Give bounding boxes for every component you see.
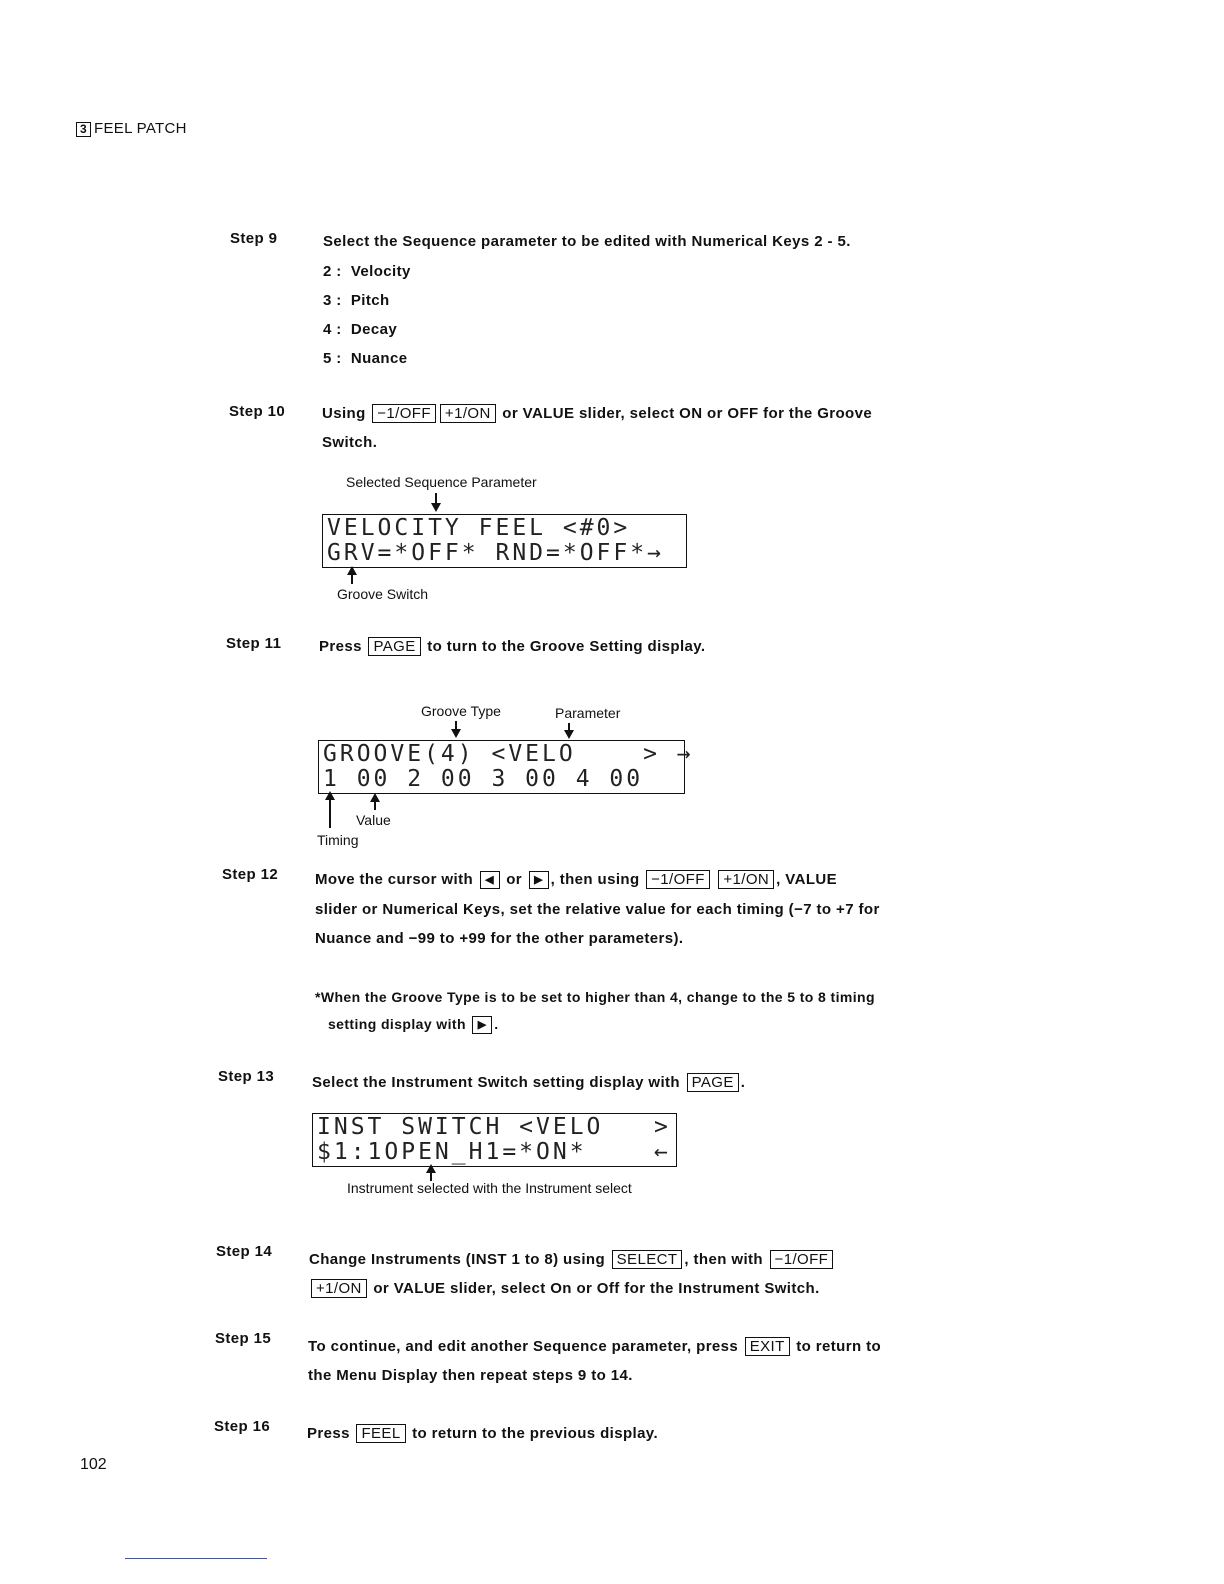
footer-rule [125, 1558, 267, 1559]
arrow-up-icon [370, 793, 380, 802]
minus1-off-key: −1/OFF [646, 870, 710, 889]
list-item: 4 : Decay [323, 321, 398, 338]
arrow-up-icon [426, 1164, 436, 1173]
step-12-line3: Nuance and −99 to +99 for the other parameters). [315, 930, 684, 947]
step-13-label: Step 13 [218, 1068, 275, 1085]
step-13-text: Select the Instrument Switch setting display with PAGE . [312, 1074, 746, 1091]
step-15-text: To continue, and edit another Sequence parameter, press EXIT to return to [308, 1338, 882, 1355]
step-9-label: Step 9 [230, 230, 278, 247]
pointer-line [374, 802, 376, 810]
step-12-text: Move the cursor with ◀ or ▶ , then using −1/OFF +1/ON , VALUE [315, 871, 838, 888]
parameter-label: Parameter [555, 705, 621, 721]
section-title: FEEL PATCH [94, 120, 187, 137]
lcd-display-velocity [322, 514, 687, 568]
minus1-off-key: −1/OFF [770, 1250, 834, 1269]
step-12-label: Step 12 [222, 866, 279, 883]
list-item: 3 : Pitch [323, 292, 390, 309]
step-11-text: Press PAGE to turn to the Groove Setting display. [319, 638, 706, 655]
lcd-line-2: 1 00 2 00 3 00 4 00 [323, 766, 644, 792]
arrow-down-icon [564, 730, 574, 739]
plus1-on-key: +1/ON [440, 404, 496, 423]
step-14-line2: +1/ON or VALUE slider, select On or Off for the Instrument Switch. [309, 1275, 820, 1303]
step-12-note-line2: setting display with ▶ . [328, 1010, 499, 1038]
plus1-on-key: +1/ON [718, 870, 774, 889]
lcd-line-2: GRV=*OFF* RND=*OFF*→ [327, 540, 664, 566]
page-key: PAGE [687, 1073, 739, 1092]
lcd-display-inst-switch [312, 1113, 677, 1167]
pointer-line [329, 800, 331, 828]
lcd-line-1: VELOCITY FEEL <#0> [327, 515, 631, 541]
step-10-text: Using −1/OFF +1/ON or VALUE slider, select ON or OFF for the Groove [322, 405, 873, 422]
step-14-text: Change Instruments (INST 1 to 8) using SELECT , then with −1/OFF [309, 1246, 835, 1274]
timing-label: Timing [317, 832, 359, 848]
step-12-note: *When the Groove Type is to be set to higher than 4, change to the 5 to 8 timing [315, 989, 875, 1005]
arrow-up-icon [325, 791, 335, 800]
step-12-line2: slider or Numerical Keys, set the relative value for each timing (−7 to +7 for [315, 901, 880, 918]
step-11-label: Step 11 [226, 635, 282, 652]
exit-key: EXIT [745, 1337, 790, 1356]
step-16-label: Step 16 [214, 1418, 271, 1435]
list-item: 2 : Velocity [323, 263, 411, 280]
arrow-up-icon [347, 566, 357, 575]
groove-switch-label: Groove Switch [337, 586, 429, 602]
right-arrow-key-icon: ▶ [529, 871, 549, 889]
arrow-down-icon [451, 729, 461, 738]
pointer-line [455, 721, 457, 729]
list-item: 5 : Nuance [323, 350, 408, 367]
step-15-label: Step 15 [215, 1330, 272, 1347]
step-15-line2: the Menu Display then repeat steps 9 to 14. [308, 1367, 633, 1384]
right-arrow-key-icon: ▶ [472, 1016, 492, 1034]
left-arrow-key-icon: ◀ [480, 871, 500, 889]
pointer-line [351, 575, 353, 584]
feel-key: FEEL [356, 1424, 405, 1443]
groove-type-label: Groove Type [421, 703, 501, 719]
pointer-line [435, 493, 437, 503]
section-number: 3 [76, 122, 91, 137]
selected-sequence-parameter-label: Selected Sequence Parameter [346, 474, 537, 490]
value-label: Value [356, 812, 391, 828]
minus1-off-key: −1/OFF [372, 404, 436, 423]
step-14-label: Step 14 [216, 1243, 273, 1260]
lcd-line-1: GROOVE(4) <VELO > → [323, 741, 694, 767]
step-9-text: Select the Sequence parameter to be edited with Numerical Keys 2 - 5. [323, 233, 851, 250]
step-16-text: Press FEEL to return to the previous display. [307, 1425, 659, 1442]
arrow-down-icon [431, 503, 441, 512]
pointer-line [568, 723, 570, 730]
step-10-line2: Switch. [322, 434, 378, 451]
lcd-line-1: INST SWITCH <VELO > [317, 1114, 671, 1140]
lcd-line-2: $1:1OPEN_H1=*ON* ← [317, 1139, 671, 1165]
page-number: 102 [80, 1456, 107, 1473]
instrument-selected-label: Instrument selected with the Instrument select [347, 1180, 632, 1196]
lcd-display-groove [318, 740, 694, 794]
plus1-on-key: +1/ON [311, 1279, 367, 1298]
step-10-label: Step 10 [229, 403, 286, 420]
select-key: SELECT [612, 1250, 683, 1269]
section-header [76, 120, 187, 137]
page-key: PAGE [368, 637, 420, 656]
